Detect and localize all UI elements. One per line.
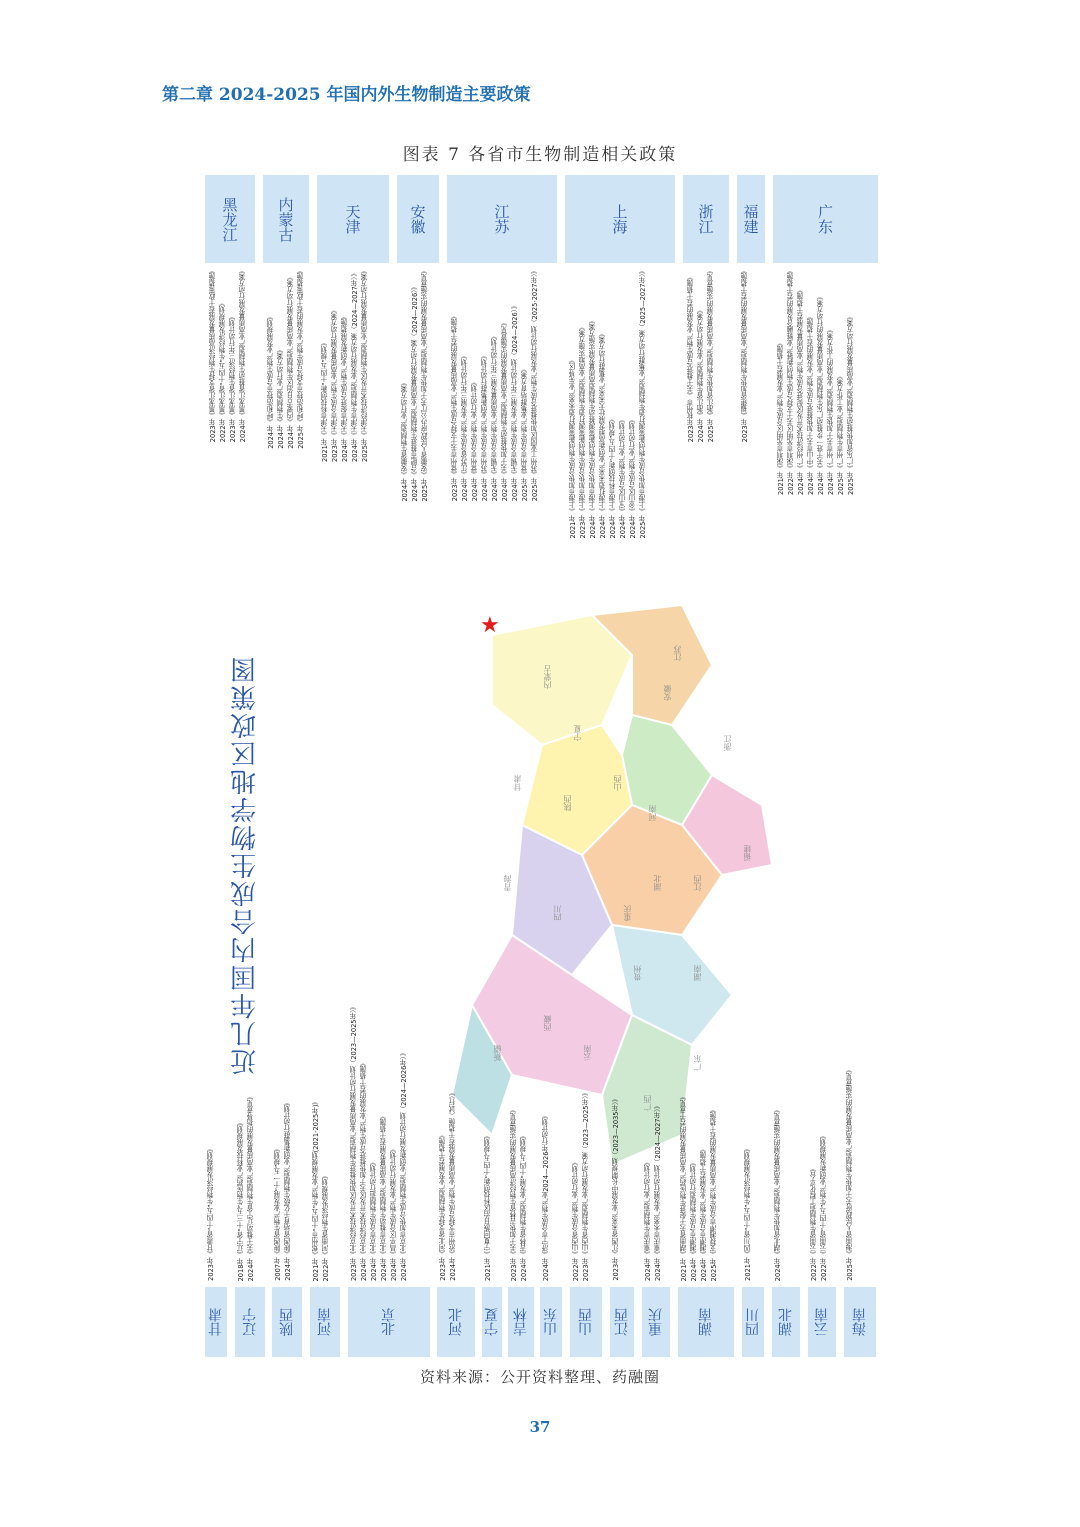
map-province-label: 广东 [693,1055,702,1071]
policy-item: 2022年《深圳市光明区关于支持合成生物创新链产业链融合发展的若干措施》 [787,267,795,495]
province-header-3 [397,175,439,263]
policy-item: 2023年《山西省生物制造产业发展行动方案（2023—2025年）》 [582,1088,590,1281]
policy-item: 2024年《北京市加快合成生物制造产业创新发展行动计划（2024—2026年）》 [400,1049,408,1281]
policy-item: 2021年《深圳市光明区合成生物产业发展若干措施》 [777,339,785,495]
province-footer-3 [310,1287,340,1357]
province-footer-11 [642,1287,670,1357]
province-name: 河南 [317,1308,333,1336]
province-header-7 [737,175,765,263]
province-policy-list [401,267,439,502]
policy-item: 2024年《陕西省培育千亿级生物制造产业创新集群行动计划》 [284,1099,292,1281]
map-province-label: 西藏 [543,1015,552,1031]
province-name: 福建 [741,204,760,234]
province-name: 北京 [381,1308,397,1336]
policy-item: 2021年《天津市科技创新“十四五”规划》 [321,339,329,462]
province-name: 广东 [816,204,834,234]
province-policy-list [569,267,675,538]
province-name: 上海 [610,204,629,234]
policy-item: 2024年《天津市生物制造产业发展行动方案（2024—2027年）》 [351,269,359,462]
map-province-label: 福建 [743,845,752,861]
policy-item: 2024年《上海市加快合成生物创新策源推动生物制造高质量发展实施方案》 [589,317,597,539]
province-name: 河北 [448,1308,464,1336]
province-policy-list [774,1106,802,1281]
policy-item: 2024年《金山区合成生物产业行动计划》 [629,416,637,539]
figure-source: 资料来源：公开资料整理、药融圈 [419,1368,660,1386]
map-province-label: 湖北 [653,875,662,891]
province-footer-10 [610,1287,634,1357]
map-province-label: 贵州 [633,965,642,981]
province-name: 海南 [852,1308,868,1336]
map-province-label: 江西 [693,875,702,891]
map-province-label: 四川 [553,905,562,921]
policy-item: 2024年《关于加快推动生物制造产业高质量发展的实施意见》 [501,319,509,502]
province-footer-1 [235,1287,265,1357]
policy-item: 2024年《北京市合成生物制造行动计划》 [370,1158,378,1281]
policy-item: 2023年《河北省支持生物制造产业发展若干措施》 [439,1132,447,1281]
province-footer-9 [570,1287,602,1357]
province-policy-list [680,1093,736,1281]
province-policy-list [810,1132,838,1281]
province-footer-0 [205,1287,227,1357]
policy-item: 2024年《苏州市合成生物产业创新集群行动计划》 [481,352,489,502]
map-province-label: 浙江 [723,735,732,751]
map-province-label: 青海 [503,875,512,891]
policy-item: 2024年《上海市科技创新“十四五”规划》 [609,415,617,539]
policy-item: 2023年《常州市关于支持合成生物产业高质量发展的若干措施》 [451,312,459,502]
policy-item: 2021年《四川省“十四五”生物经济发展规划》 [744,1145,752,1281]
province-name: 江西 [614,1308,630,1336]
policy-item: 2007年《陕西省生物产业发展“十一五”规划》 [274,1145,282,1281]
policy-item: 2021年《宁夏回族自治区科技创新“十四五”规划》 [484,1131,492,1281]
province-policy-list [744,1145,766,1281]
policy-item: 2023年杭州市《关于推进合成生物产业发展的若干措施》 [687,273,695,443]
beijing-star-icon: ★ [480,613,500,638]
province-footer-15 [808,1287,836,1357]
province-name: 甘肃 [208,1308,224,1336]
policy-item: 2023年《福建省加快生物制造产业高质量发展的若干措施》 [741,267,749,443]
province-footer-4 [348,1287,430,1357]
policy-item: 2024年《关于进一步推动广东生物制造产业高质量发展的行动方案》 [817,293,825,495]
policy-item: 2024年《安徽省生物制造产业行动方案》 [401,379,409,502]
province-policy-list [484,1132,504,1281]
province-name: 四川 [745,1308,761,1336]
policy-item: 2024年《常州市合成生物产业行动计划》 [471,378,479,502]
province-name: 天津 [343,204,362,234]
province-header-4 [447,175,557,263]
province-policy-list [542,1112,564,1281]
policy-item: 2022年《河南省生物经济发展规划》 [322,1171,330,1281]
policy-item: 2023年《上海市加快合成生物创新策源打造生物制造产业高地实施方案》 [579,323,587,539]
province-name: 江苏 [492,204,511,234]
province-footer-2 [272,1287,302,1357]
policy-item: 2024年《江苏省合成生物产业发展三年行动计划》 [461,352,469,502]
map-province-label: 宁夏 [573,725,582,741]
province-name: 宁夏 [484,1308,500,1336]
map-province-label: 广西 [643,1095,652,1111]
province-header-0 [205,175,255,263]
policy-item: 2024年《广州市关于加快生物制造产业发展的工作方案》 [827,326,835,495]
province-policy-list [612,1095,636,1281]
policy-item: 2024年《湘潭市合成生物制造行动计划》 [690,1158,698,1281]
policy-item: 2024年《无锡市合成生物产业高质量发展三年行动计划》 [491,332,499,502]
policy-item: 2025年《安徽省人民政府办公厅关于加快生物制造产业高质量发展的实施意见》 [421,267,429,502]
policy-item: 2023年《江西省未来产业发展中长期规划（2023—2035年）》 [612,1095,620,1281]
province-header-8 [773,175,878,263]
province-policy-list [350,1003,432,1281]
province-footer-7 [508,1287,534,1357]
policy-item: 2024年《中山市关于加快推进合成生物产业发展的若干措施》 [807,313,815,495]
map-province-label: 湖南 [693,965,702,981]
policy-item: 2024年《上海打造未来产业创新高地发展壮大未来产业集群行动方案》 [599,330,607,539]
policy-item: 2023年《关于加快吉林省生物经济高质量发展的实施意见》 [510,1105,518,1281]
policy-item: 2023年《黑龙江省生物经济三年行动计划》 [229,313,237,443]
policy-item: 2024年《宝山区合成生物产业行动计划》 [619,416,627,539]
province-name: 安徽 [408,204,427,234]
province-policy-list [644,1102,672,1281]
province-name: 陕西 [279,1308,295,1336]
province-policy-list [451,267,557,501]
policy-item: 2022年《云南省“十四五”生物产业创新发展规划》 [820,1131,828,1281]
province-policy-list [777,267,878,495]
province-footer-12 [678,1287,734,1357]
policy-item: 2024年《昌平区合成生物产业发展行动计划》 [390,1145,398,1281]
policy-item: 2021年《湖南省关于促进生物医药产业高质量发展的若干意见》 [680,1092,688,1281]
province-header-5 [565,175,675,263]
policy-item: 2024年《湘潭市合成生物产业发展若干措施》 [700,1145,708,1281]
map-province-label: 安徽 [663,685,672,701]
policy-item: 2023年《北京经济技术开发区加快推进生物制造产业高质量发展行动计划（2023—2025年）》 [350,1002,358,1281]
province-footer-14 [772,1287,800,1357]
province-policy-list [209,267,255,442]
map-province-label: 内蒙古 [543,665,552,689]
policy-item: 2024年《关于推动辽宁省生物制造产业高质量发展的指导意见》 [247,1092,255,1281]
map-province-label: 重庆 [623,905,632,921]
map-province-label: 江苏 [673,645,682,661]
province-policy-list [312,1098,342,1282]
map-province-label: 新疆 [493,1045,502,1061]
policy-item: 2025年《广东省加快推动生物制造产业高质量发展行动方案》 [847,313,855,495]
policy-item: 2024年《重庆市未来产业发展行动计划（2024—2027年）》 [654,1101,662,1281]
policy-item: 2024年《沧州市支持合成生物产业高质量发展若干措施（试行）》 [449,1089,457,1281]
policy-item: 2024年《济宁市合成生物产业2024—2026年行动计划》 [542,1111,550,1281]
policy-item: 2024年《浙江省生物制造产业发展行动方案》 [697,306,705,443]
province-footer-13 [742,1287,764,1357]
chapter-header: 第二章 2024-2025 年国内外生物制造主要政策 [162,85,531,105]
policy-item: 2025年《苏州工业园区加快推进合成生物产业发展行动计划（2025-2027年）》 [531,267,539,502]
policy-item: 2024年《内蒙古自治区生物制造产业高质量发展行动方案》 [287,273,295,449]
province-policy-list [572,1089,604,1281]
policy-figure [200,175,880,1357]
policy-item: 2024年《吉林省生物制造产业发展“十四五”规划》 [520,1131,528,1281]
province-name: 云南 [814,1308,830,1336]
policy-item: 2018年《辽宁省“十三五”生物医药产业科技发展规划》 [237,1118,245,1281]
policy-item: 2024年《重庆市生物制造产业行动计划》 [644,1158,652,1281]
policy-item: 2025年《海南省人民政府关于加快生物制造产业高质量发展的实施意见》 [846,1066,854,1281]
policy-item: 2023年《甘肃省“十四五”生物经济发展规划》 [207,1145,215,1281]
map-province-label: 山西 [613,775,622,791]
province-name: 山东 [543,1308,559,1336]
map-province-label: 陕西 [563,795,572,811]
province-footer-8 [540,1287,562,1357]
policy-item: 2025年《常州市合成生物产业集群培育方案》 [521,365,529,502]
province-header-6 [683,175,729,263]
policy-item: 2025年《天津经济技术开发区生物制造产业高质量发展行动方案》 [361,267,369,462]
province-name: 内蒙古 [276,196,295,242]
policy-item: 2021年《上海市加快合成生物创新策源打造未来产业先导区》 [569,356,577,539]
map-province-label: 甘肃 [513,775,522,791]
province-name: 山西 [578,1308,594,1336]
province-footer-6 [482,1287,502,1357]
map-province-label: 云南 [583,1045,592,1061]
province-header-1 [263,175,309,263]
province-name: 湖北 [778,1308,794,1336]
province-policy-list [321,267,389,462]
policy-item: 2022年《黑龙江省“十四五”生物经济发展规划》 [219,299,227,443]
policy-item: 2024年《合肥市推进生物制造产业高质量发展行动方案（2024—2026）》 [411,282,419,502]
province-name: 辽宁 [242,1308,258,1336]
policy-map-title: 近几年国内合成生物学地区政策图 [230,655,261,1075]
policy-item: 2025年《支持湘潭市合成生物产业高质量发展的若干措施》 [710,1105,718,1281]
policy-item: 2024年《北京经济技术开发区关于加快推进合成生物产业发展的若干措施》 [360,1059,368,1281]
province-header-2 [317,175,389,263]
page-number: 37 [529,1418,551,1436]
province-policy-list [846,1066,878,1281]
province-name: 黑龙江 [220,196,239,242]
policy-item: 2022年《山西省合成生物产业行动计划》 [572,1158,580,1281]
province-name: 吉林 [513,1308,529,1336]
policy-item: 2024年《呼和浩特市合成生物产业发展规划》 [267,313,275,449]
province-policy-list [237,1093,267,1281]
policy-item: 2024年《广州经济技术开发区促进合成生物产业高质量发展若干措施》 [797,286,805,495]
policy-item: 2024年《天津市促进合成生物产业创新发展措施》 [341,313,349,462]
policy-item: 2024年《无锡市合成生物产业发展三年行动计划（2024—2026）》 [511,302,519,502]
province-policy-list [687,267,729,442]
province-policy-list [267,267,309,449]
policy-item: 2023年《天津市合成生物产业高质量发展行动方案》 [331,306,339,462]
policy-item: 2024年《黑龙江省推动生物制造产业高质量发展行动方案》 [239,267,247,443]
policy-item: 2022年《云南省生物制造工程化平台》 [810,1165,818,1281]
province-footer-5 [437,1287,475,1357]
policy-item: 2025年《呼和浩特市支持合成生物产业发展的若干政策措施》 [297,267,305,449]
policy-item: 2024年《湖北省加快生物制造产业高质量发展的实施意见》 [774,1105,782,1281]
map-province-label: 河南 [648,805,657,821]
policy-item: 2024年《生物制造产业行动方案》 [277,346,285,449]
policy-item: 2025年《上海市加快合成生物创新策源打造生物制造产业集群行动方案（2025—2027年）》 [639,267,647,539]
province-policy-list [741,267,765,442]
province-name: 湖南 [698,1308,714,1336]
province-footer-16 [844,1287,876,1357]
province-policy-list [510,1106,536,1281]
province-name: 浙江 [696,204,715,234]
province-policy-list [274,1099,304,1281]
province-policy-list [207,1145,229,1281]
figure-title: 图表 7 各省市生物制造相关政策 [402,145,678,165]
policy-item: 2025年《浙江省加快生物制造产业高质量发展的实施意见》 [707,267,715,443]
province-policy-list [439,1089,477,1281]
policy-item: 2021年《郑州市“十四五”生物产业发展规划(2021-2025年)》 [312,1097,320,1281]
policy-item: 2025年《广州市生物制造产业工作方案》 [837,372,845,495]
province-name: 重庆 [648,1308,664,1336]
policy-item: 2024年《北京市推动生物制造产业高质量发展若干措施》 [380,1112,388,1281]
policy-item: 2023年《黑龙江省支持生物经济高质量发展若干政策措施》 [209,267,217,443]
